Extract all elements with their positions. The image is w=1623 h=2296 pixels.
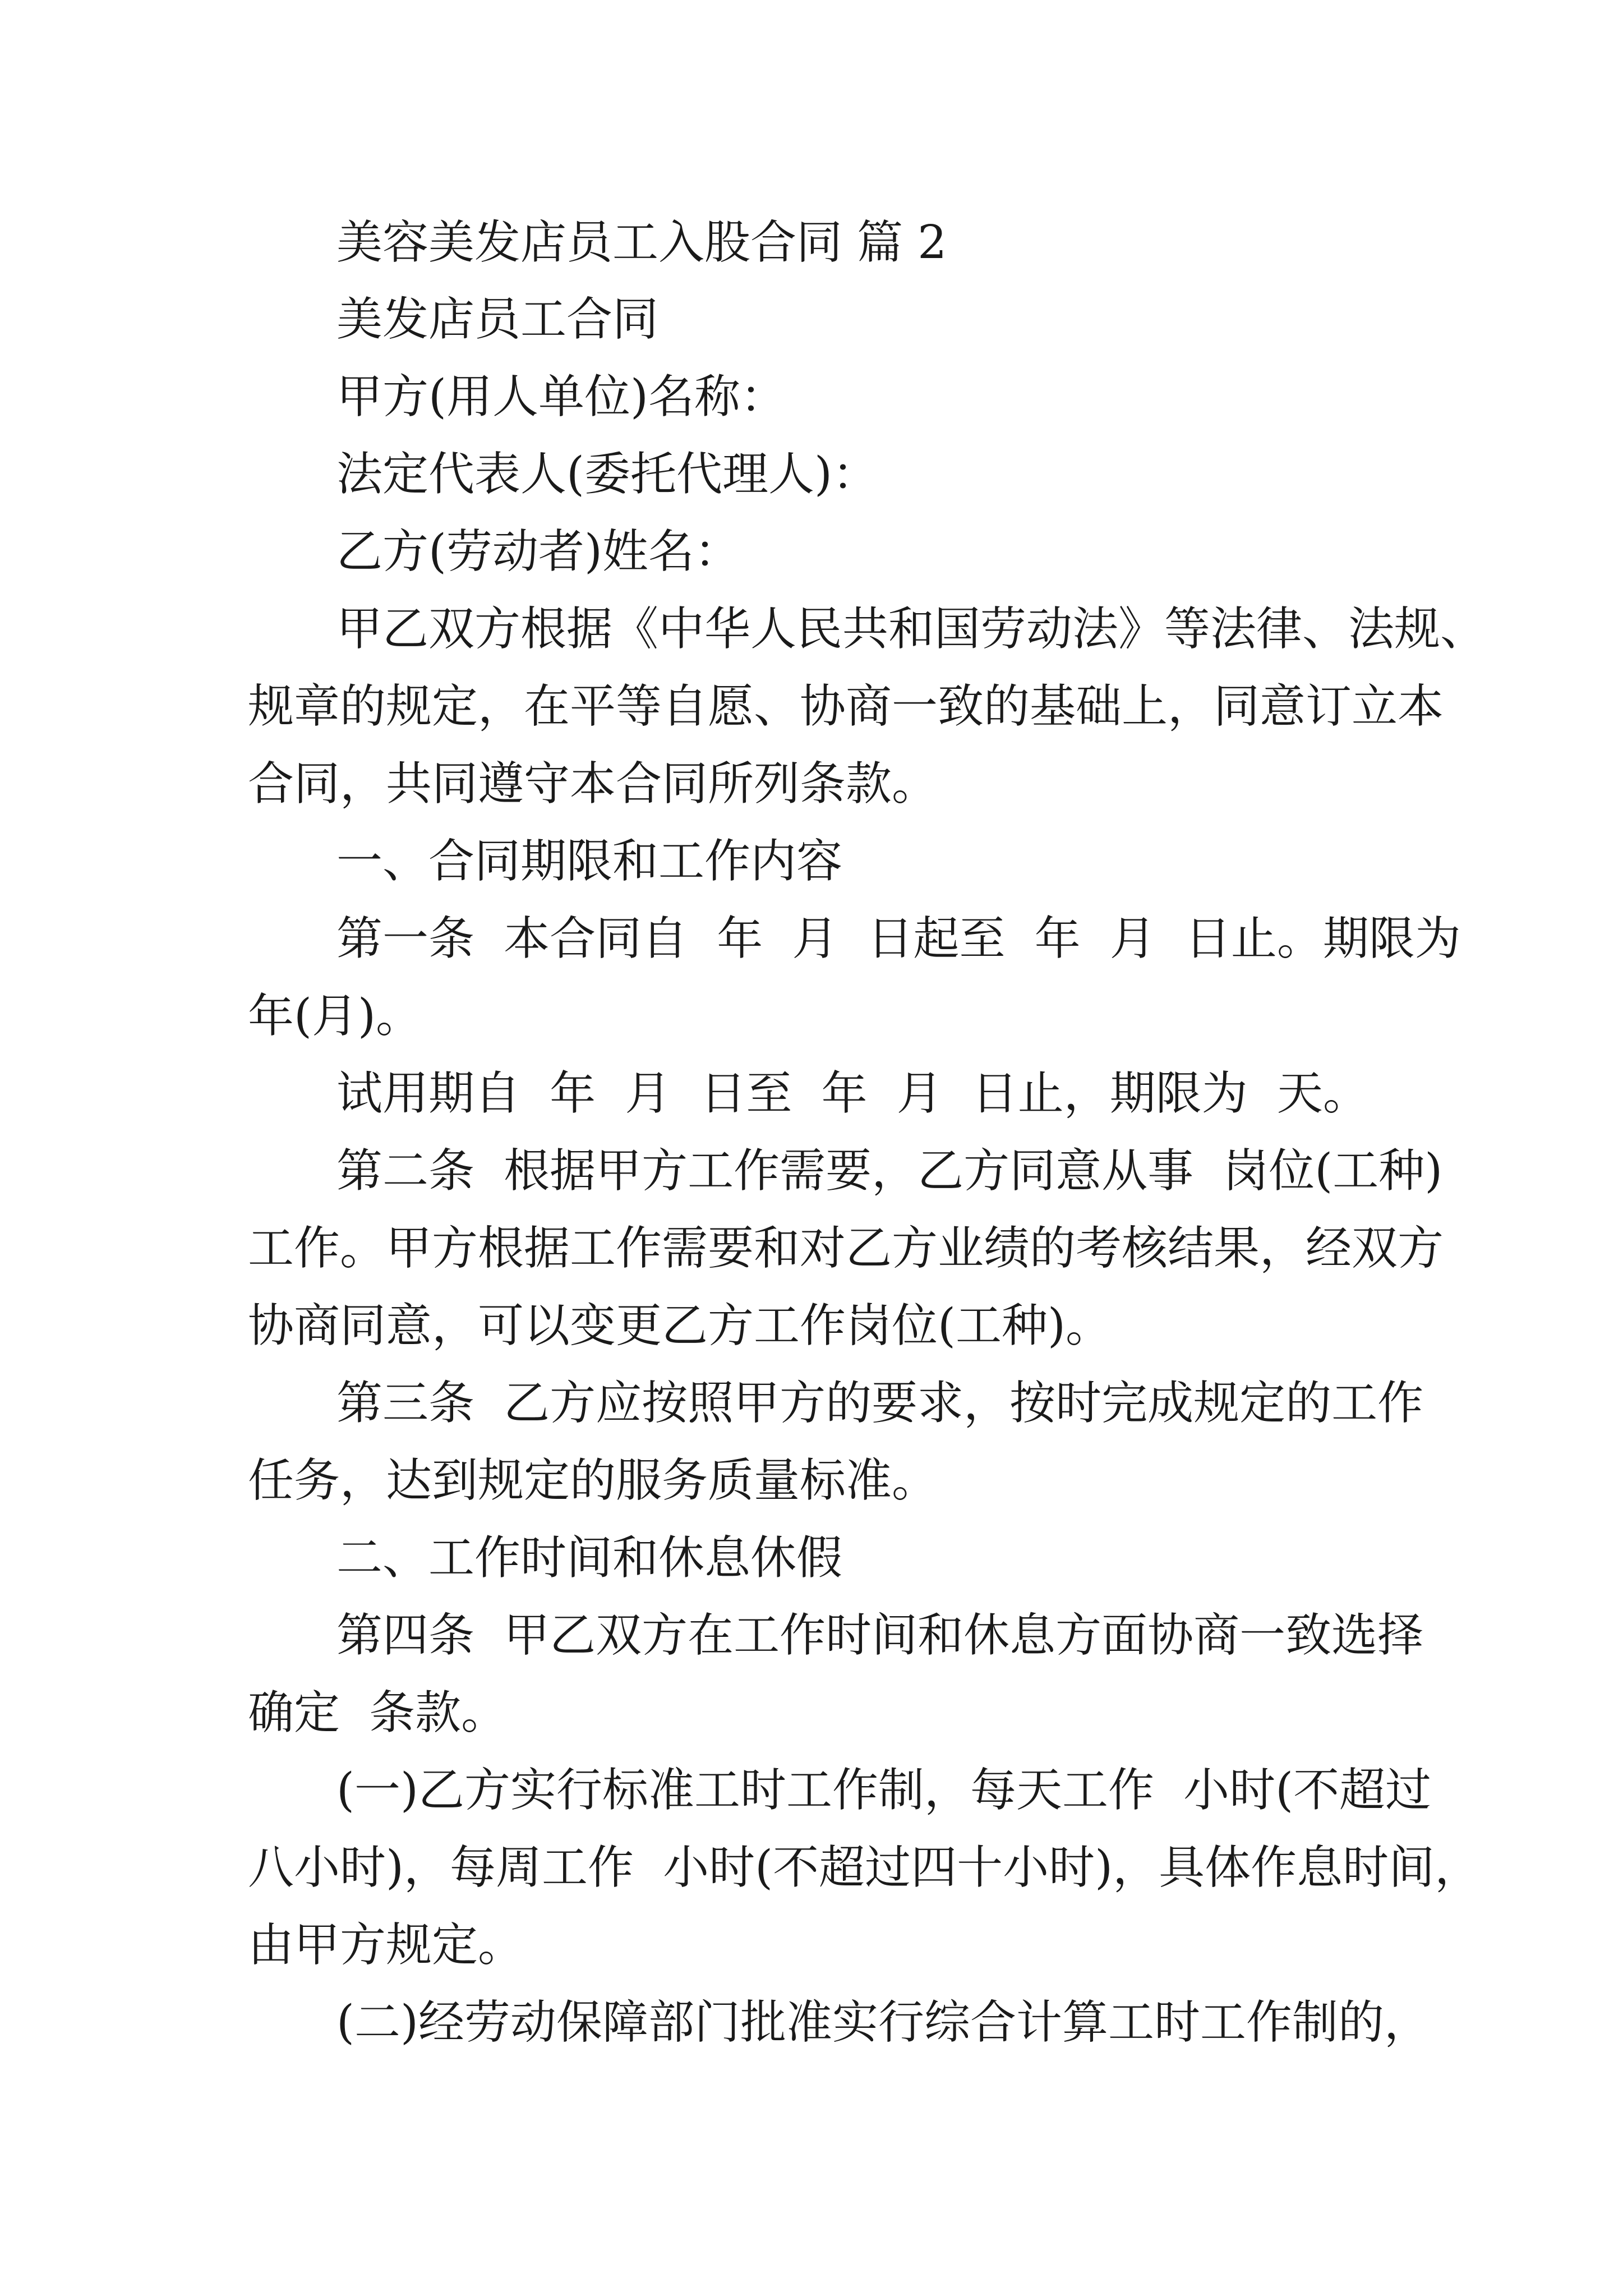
paragraph-line: 协商同意，可以变更乙方工作岗位(工种)。	[248, 1299, 1112, 1352]
paragraph-line: 合同，共同遵守本合同所列条款。	[248, 757, 938, 811]
paragraph-line: 年(月)。	[248, 990, 422, 1043]
paragraph-line: 第四条 甲乙双方在工作时间和休息方面协商一致选择	[336, 1609, 1424, 1662]
paragraph-line: 规章的规定，在平等自愿、协商一致的基础上，同意订立本	[248, 680, 1444, 733]
paragraph-line: 八小时)，每周工作 小时(不超过四十小时)，具体作息时间，	[248, 1841, 1481, 1894]
section-heading: 二、工作时间和休息休假	[336, 1531, 843, 1585]
paragraph-line: 第二条 根据甲方工作需要，乙方同意从事 岗位(工种)	[336, 1144, 1443, 1198]
party-a-name-line: 甲方(用人单位)名称：	[336, 370, 786, 424]
paragraph-line: 确定 条款。	[248, 1686, 508, 1740]
paragraph-line: 任务，达到规定的服务质量标准。	[248, 1454, 938, 1507]
paragraph-line: 甲乙双方根据《中华人民共和国劳动法》等法律、法规、	[336, 602, 1487, 656]
paragraph-line: (二)经劳动保障部门批准实行综合计算工时工作制的，	[336, 1996, 1430, 2049]
paragraph-line: 试用期自 年 月 日至 年 月 日止，期限为 天。	[336, 1067, 1369, 1120]
section-heading: 一、合同期限和工作内容	[336, 835, 843, 888]
paragraph-line: 由甲方规定。	[248, 1918, 524, 1972]
paragraph-line: 工作。甲方根据工作需要和对乙方业绩的考核结果，经双方	[248, 1222, 1444, 1275]
paragraph-line: 第一条 本合同自 年 月 日起至 年 月 日止。期限为	[336, 912, 1461, 965]
paragraph-line: (一)乙方实行标准工时工作制，每天工作 小时(不超过	[336, 1764, 1432, 1817]
contract-title: 美发店员工合同	[336, 293, 659, 346]
legal-rep-line: 法定代表人(委托代理人)：	[336, 448, 878, 501]
party-b-name-line: 乙方(劳动者)姓名：	[336, 525, 740, 578]
section-title: 美容美发店员工入股合同 篇 2	[336, 216, 947, 269]
paragraph-line: 第三条 乙方应按照甲方的要求，按时完成规定的工作	[336, 1377, 1424, 1430]
